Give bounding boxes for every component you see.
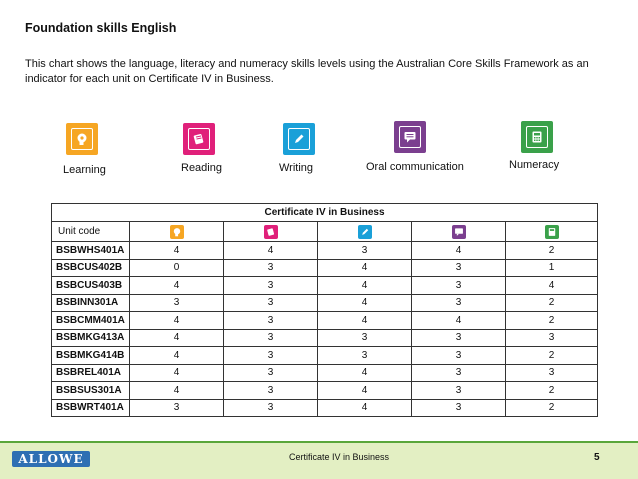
- skill-level-cell: 4: [318, 294, 412, 312]
- skill-level-cell: 3: [412, 259, 506, 277]
- slide-title: Foundation skills English: [25, 21, 177, 35]
- skill-level-cell: 4: [130, 329, 224, 347]
- skill-level-cell: 0: [130, 259, 224, 277]
- skill-label-numeracy: Numeracy: [509, 159, 560, 171]
- skill-label-reading: Reading: [181, 162, 222, 174]
- skill-level-cell: 3: [224, 259, 318, 277]
- skill-level-cell: 4: [130, 242, 224, 260]
- skill-level-cell: 3: [224, 294, 318, 312]
- skill-level-cell: 3: [224, 312, 318, 330]
- table-row: [52, 294, 598, 312]
- skill-level-cell: 4: [318, 312, 412, 330]
- table-row: [52, 312, 598, 330]
- skill-level-cell: 3: [224, 364, 318, 382]
- skill-level-cell: 2: [506, 347, 598, 365]
- head-icon: [71, 128, 93, 150]
- skill-level-cell: 3: [412, 382, 506, 400]
- table-row: [52, 347, 598, 365]
- reading-column-header: [224, 222, 318, 242]
- skill-level-cell: 4: [412, 312, 506, 330]
- skill-level-cell: 4: [318, 277, 412, 295]
- footer-divider: [0, 441, 638, 443]
- table-caption: Certificate IV in Business: [52, 204, 598, 222]
- calculator-icon: [545, 225, 559, 239]
- pencil-icon: [358, 225, 372, 239]
- skill-level-cell: 3: [318, 329, 412, 347]
- skill-level-cell: 4: [130, 347, 224, 365]
- skill-level-cell: 3: [412, 347, 506, 365]
- skill-level-cell: 3: [412, 399, 506, 417]
- footer-title: Certificate IV in Business: [289, 452, 390, 462]
- skill-level-cell: 3: [224, 277, 318, 295]
- book-icon: [188, 128, 210, 150]
- skill-level-cell: 3: [130, 399, 224, 417]
- numeracy-tile: [521, 121, 553, 153]
- unit-code-cell: BSBMKG414B: [52, 347, 130, 365]
- unit-code-header: Unit code: [52, 222, 130, 242]
- skill-level-cell: 3: [318, 347, 412, 365]
- skill-level-cell: 4: [318, 382, 412, 400]
- page-number: 5: [594, 452, 600, 463]
- numeracy-column-header: [506, 222, 598, 242]
- skill-level-cell: 4: [130, 312, 224, 330]
- table-row: [52, 364, 598, 382]
- table-row: [52, 242, 598, 260]
- speech-icon: [452, 225, 466, 239]
- skill-level-cell: 4: [130, 277, 224, 295]
- skill-level-cell: 3: [224, 382, 318, 400]
- skills-table: [51, 203, 597, 417]
- writing-tile: [283, 123, 315, 155]
- skill-level-cell: 3: [506, 329, 598, 347]
- skill-level-cell: 2: [506, 294, 598, 312]
- skill-level-cell: 4: [506, 277, 598, 295]
- table-row: [52, 259, 598, 277]
- speech-icon: [399, 126, 421, 148]
- skill-level-cell: 3: [224, 347, 318, 365]
- skill-level-cell: 4: [412, 242, 506, 260]
- table-row: [52, 329, 598, 347]
- unit-code-cell: BSBMKG413A: [52, 329, 130, 347]
- table-row: [52, 382, 598, 400]
- skill-level-cell: 3: [506, 364, 598, 382]
- skill-level-cell: 4: [318, 399, 412, 417]
- unit-code-cell: BSBCMM401A: [52, 312, 130, 330]
- calculator-icon: [526, 126, 548, 148]
- unit-code-cell: BSBWRT401A: [52, 399, 130, 417]
- skill-label-writing: Writing: [279, 162, 314, 174]
- skill-level-cell: 3: [224, 329, 318, 347]
- table-row: [52, 399, 598, 417]
- skill-label-oral-communication: Oral communication: [366, 161, 464, 173]
- skill-level-cell: 2: [506, 382, 598, 400]
- allowe-logo: ALLOWE: [12, 451, 90, 467]
- learning-tile: [66, 123, 98, 155]
- learning-column-header: [130, 222, 224, 242]
- skill-label-learning: Learning: [63, 164, 106, 176]
- head-icon: [170, 225, 184, 239]
- reading-tile: [183, 123, 215, 155]
- book-icon: [264, 225, 278, 239]
- skill-level-cell: 2: [506, 242, 598, 260]
- writing-column-header: [318, 222, 412, 242]
- skill-level-cell: 3: [412, 294, 506, 312]
- skill-level-cell: 3: [412, 277, 506, 295]
- unit-code-cell: BSBWHS401A: [52, 242, 130, 260]
- skill-level-cell: 4: [318, 259, 412, 277]
- skill-level-cell: 4: [130, 382, 224, 400]
- intro-text: This chart shows the language, literacy and numeracy skills levels using the Australian Core Skills Framework as an indicator for each unit on Certificate IV in Business.: [25, 58, 589, 85]
- table-row: [52, 277, 598, 295]
- skill-level-cell: 2: [506, 399, 598, 417]
- oral-communication-column-header: [412, 222, 506, 242]
- skill-level-cell: 4: [224, 242, 318, 260]
- skill-level-cell: 3: [130, 294, 224, 312]
- unit-code-cell: BSBSUS301A: [52, 382, 130, 400]
- skill-level-cell: 3: [412, 329, 506, 347]
- oral-communication-tile: [394, 121, 426, 153]
- unit-code-cell: BSBCUS403B: [52, 277, 130, 295]
- skill-level-cell: 4: [318, 364, 412, 382]
- unit-code-cell: BSBCUS402B: [52, 259, 130, 277]
- unit-code-cell: BSBREL401A: [52, 364, 130, 382]
- skill-level-cell: 1: [506, 259, 598, 277]
- unit-code-cell: BSBINN301A: [52, 294, 130, 312]
- pencil-icon: [288, 128, 310, 150]
- skill-level-cell: 3: [412, 364, 506, 382]
- table-header-row: [52, 222, 598, 242]
- skill-level-cell: 4: [130, 364, 224, 382]
- skill-level-cell: 2: [506, 312, 598, 330]
- skill-level-cell: 3: [224, 399, 318, 417]
- skill-level-cell: 3: [318, 242, 412, 260]
